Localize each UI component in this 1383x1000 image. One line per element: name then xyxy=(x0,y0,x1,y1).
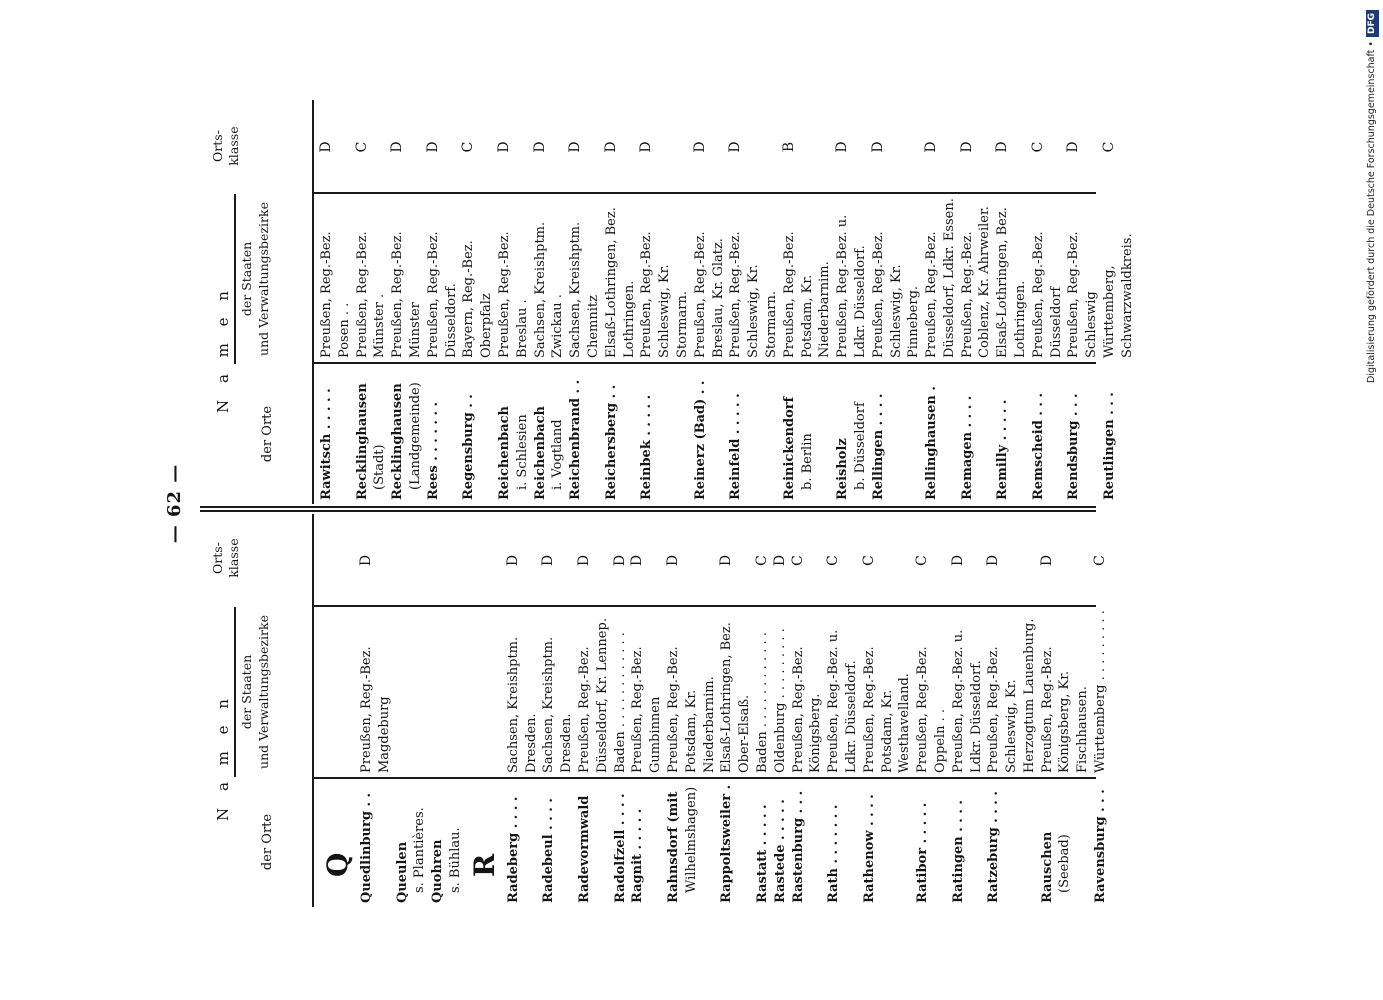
table-row xyxy=(1030,100,1066,504)
ort-name: Regensburg . . xyxy=(461,394,477,500)
ort-cell xyxy=(429,779,465,907)
ort-cell xyxy=(959,364,995,504)
ort-cell xyxy=(1092,779,1110,907)
table-row xyxy=(629,514,665,907)
staat-cell: Baden . . . . . . . . . . . . xyxy=(754,632,770,773)
ortsklasse-cell: C xyxy=(1092,555,1109,566)
ort-cell xyxy=(870,364,923,504)
staat-cell: Preußen, Reg.-Bez. Schleswig, Kr. Stormarn. xyxy=(639,231,690,358)
table-row xyxy=(496,100,532,504)
table-row xyxy=(425,100,461,504)
ortsklasse-cell: D xyxy=(718,554,735,567)
staat-cell: Preußen, Reg.-Bez. Münster . xyxy=(354,231,388,358)
ort-name: Reichenbach xyxy=(496,406,512,500)
ort-name: Quedlinburg . . xyxy=(359,792,374,903)
table-row xyxy=(994,100,1030,504)
ort-name: Recklinghausen xyxy=(390,383,406,500)
header-staaten: der Staaten und Verwaltungsbezirke xyxy=(239,615,271,769)
staat-cell: Sachsen, Kreishptm. Dresden. xyxy=(505,636,539,773)
table-row xyxy=(870,100,923,504)
ort-name: Rellinghausen . xyxy=(924,386,940,500)
table-row xyxy=(460,100,496,504)
ortsklasse-cell: D xyxy=(869,141,886,153)
ortsklasse-cell: C xyxy=(914,555,931,566)
ort-cell xyxy=(540,779,576,907)
ort-cell xyxy=(389,364,425,504)
ort-cell xyxy=(603,364,639,504)
staat-cell: Preußen, Reg.-Bez. Potsdam, Kr. Niederbarnim. xyxy=(781,231,833,358)
header-rule xyxy=(312,514,314,907)
staat-cell: Preußen, Reg.-Bez. Düsseldorf, Ldkr. Essen. xyxy=(924,198,957,358)
ortsklasse-cell: C xyxy=(1101,141,1118,153)
table-row xyxy=(576,514,612,907)
ortsklasse-cell: D xyxy=(1038,554,1055,567)
header-staaten: der Staaten und Verwaltungsbezirke xyxy=(239,202,271,356)
table-row xyxy=(532,100,568,504)
ortsklasse-cell: D xyxy=(994,141,1011,153)
staat-cell: Preußen, Reg.-Bez. Düsseldorf. xyxy=(425,231,459,358)
ort-name: Reinbek . . . . . xyxy=(639,394,655,500)
ort-name: Remagen . . . . xyxy=(959,395,975,500)
header-namen: N a m e n xyxy=(214,285,232,413)
ort-name: Rendsburg . . . xyxy=(1066,393,1082,500)
table-row xyxy=(505,514,541,907)
ort-name: Rastede . . . . . xyxy=(772,799,788,903)
ort-name: Ragnit . . . . . xyxy=(630,808,646,903)
ort-cell xyxy=(505,779,541,907)
double-rule xyxy=(200,506,1096,512)
ort-subtitle: i. Vogtland xyxy=(550,419,566,490)
ortsklasse-cell: D xyxy=(389,141,406,153)
ort-name: Reinerz (Bad) . . xyxy=(692,380,708,500)
ortsklasse-cell: D xyxy=(691,141,708,153)
ort-name: Remilly . . . . . xyxy=(995,399,1011,500)
ort-name: Reutlingen . . . xyxy=(1102,392,1118,500)
table-row xyxy=(1039,514,1092,907)
staat-cell xyxy=(429,607,465,779)
staat-cell: Bayern, Reg.-Bez. Oberpfalz xyxy=(461,240,495,358)
table-row xyxy=(567,100,603,504)
table-row xyxy=(790,514,826,907)
table-row xyxy=(772,514,790,907)
ortsklasse-cell: C xyxy=(1029,141,1046,153)
ort-cell xyxy=(985,779,1038,907)
header-klasse: Orts- klasse xyxy=(210,538,241,578)
table-row xyxy=(825,514,861,907)
ortsklasse-cell: D xyxy=(771,554,788,567)
table-row xyxy=(718,514,754,907)
ort-cell xyxy=(861,779,914,907)
ortsklasse-cell: D xyxy=(923,141,940,153)
ort-name: Rastenburg . . . xyxy=(790,790,806,903)
ort-name: Rappoltsweiler . xyxy=(719,784,735,903)
ort-name: Ravensburg . . . xyxy=(1093,789,1109,903)
staat-cell: Preußen, Reg.-Bez. u. Ldkr. Düsseldorf. xyxy=(826,629,859,773)
ort-cell xyxy=(460,364,496,504)
staat-cell: Preußen, Reg.-Bez. Coblenz, Kr. Ahrweiler. xyxy=(959,206,993,358)
ort-cell xyxy=(532,364,568,504)
ort-cell xyxy=(358,779,394,907)
table-row xyxy=(665,514,718,907)
ort-cell xyxy=(425,364,461,504)
ort-cell xyxy=(629,779,665,907)
ort-cell xyxy=(354,364,390,504)
ort-subtitle: (Stadt) xyxy=(372,444,388,490)
ort-cell xyxy=(718,779,754,907)
ort-name: Recklinghausen xyxy=(354,383,370,500)
ortsklasse-cell: D xyxy=(567,141,584,153)
dfg-logo: DFG xyxy=(1366,10,1379,37)
left-table xyxy=(200,514,1109,907)
ortsklasse-cell: D xyxy=(834,141,851,153)
ort-cell xyxy=(914,779,950,907)
rotated-page xyxy=(164,100,1135,907)
right-table-header xyxy=(204,100,312,504)
table-row xyxy=(429,514,465,907)
staat-cell: Sachsen, Kreishptm. Dresden. xyxy=(541,636,575,773)
table-row xyxy=(1101,100,1137,504)
ort-name: Rastatt . . . . . xyxy=(754,804,770,903)
ort-name: Reichersberg . . xyxy=(603,384,619,500)
ortsklasse-cell: D xyxy=(318,141,334,153)
staat-cell: Württemberg, Schwarzwaldkreis. xyxy=(1102,233,1135,358)
ortsklasse-cell: D xyxy=(504,554,521,567)
ort-cell xyxy=(994,364,1030,504)
staat-cell: Baden . . . . . . . . . . . . xyxy=(612,632,628,773)
ort-subtitle: s. Plantières. xyxy=(412,807,428,893)
ort-subtitle: s. Bühlau. xyxy=(447,827,463,893)
table-row xyxy=(692,100,728,504)
ort-subtitle: i. Schlesien xyxy=(514,414,530,490)
ort-subtitle: b. Düsseldorf xyxy=(852,402,868,490)
table-row xyxy=(1065,100,1101,504)
staat-cell: Preußen, Reg.-Bez. Oppeln . . xyxy=(915,646,948,773)
ortsklasse-cell: D xyxy=(985,554,1002,567)
staat-cell: Württemberg . . . . . . . . . xyxy=(1093,610,1109,773)
staat-cell: Preußen, Reg.-Bez. Schleswig, Kr. Stormarn. xyxy=(728,231,779,358)
ort-cell xyxy=(950,779,986,907)
header-underline xyxy=(234,194,236,364)
page-number: — 62 — xyxy=(164,463,185,544)
ortsklasse-cell: C xyxy=(789,555,806,566)
ort-cell xyxy=(318,364,354,504)
ort-cell xyxy=(834,364,870,504)
ort-name: Rahnsdorf (mit xyxy=(665,791,681,903)
section-letter: R xyxy=(467,853,501,877)
ort-cell xyxy=(1101,364,1137,504)
ort-name: Reisholz xyxy=(835,438,851,500)
right-table xyxy=(200,100,1135,504)
staat-cell: Oldenburg . . . . . . . . . xyxy=(772,628,788,773)
staat-cell: Preußen, Reg.-Bez. Schleswig xyxy=(1066,231,1100,358)
ort-cell xyxy=(825,779,861,907)
ort-name: Ratibor . . . . . xyxy=(915,802,931,903)
ortsklasse-cell: D xyxy=(575,554,592,567)
ort-cell xyxy=(781,364,834,504)
ort-cell xyxy=(1039,779,1092,907)
ort-name: Rellingen . . . . xyxy=(870,393,886,500)
table-row xyxy=(394,514,430,907)
table-row xyxy=(861,514,914,907)
ort-subtitle: (Seebad) xyxy=(1057,834,1073,893)
ort-subtitle: b. Berlin xyxy=(799,433,815,490)
ort-name: Rees . . . . . . . xyxy=(425,401,441,500)
header-klasse: Orts- klasse xyxy=(210,126,241,166)
ortsklasse-cell: D xyxy=(664,554,681,567)
ortsklasse-cell: D xyxy=(358,554,374,567)
staat-cell: Preußen, Reg.-Bez. Potsdam, Kr. Westhavelland. xyxy=(861,646,913,773)
ortsklasse-cell: C xyxy=(753,555,770,566)
table-row xyxy=(540,514,576,907)
funding-note: Digitalisierung gefördert durch die Deutsche Forschungsgemeinschaft • xyxy=(1366,41,1377,383)
table-row xyxy=(638,100,691,504)
staat-cell: Elsaß-Lothringen, Bez. Lothringen. xyxy=(603,207,637,358)
ort-name: Ratzeburg . . . . xyxy=(986,791,1002,903)
staat-cell: Preußen, Reg.-Bez. u. Ldkr. Düsseldorf. xyxy=(835,214,868,358)
ort-cell xyxy=(612,779,630,907)
staat-cell: Preußen, Reg.-Bez. Breslau, Kr. Glatz. xyxy=(692,231,726,358)
ortsklasse-cell: B xyxy=(780,141,797,153)
ort-name: Ratingen . . . . xyxy=(950,800,966,903)
ort-cell xyxy=(1065,364,1101,504)
ortsklasse-cell: D xyxy=(629,554,646,567)
ortsklasse-cell: D xyxy=(424,141,441,153)
ort-name: Reichenbach xyxy=(532,406,548,500)
ortsklasse-cell: C xyxy=(353,141,370,153)
ort-name: Radolfzell . . . . xyxy=(612,793,628,903)
header-rule xyxy=(312,100,314,504)
ort-name: Reichenbrand . . xyxy=(568,379,584,500)
table-row xyxy=(358,514,394,907)
staat-cell: Preußen, Reg.-Bez. Magdeburg xyxy=(359,646,392,773)
ort-name: Rathenow . . . . xyxy=(861,794,877,903)
ortsklasse-cell: D xyxy=(540,554,557,567)
staat-cell: Preußen, Reg.-Bez. Posen . . xyxy=(319,231,352,358)
staat-cell: Elsaß-Lothringen, Bez. Ober-Elsaß. xyxy=(719,622,753,773)
staat-cell: Preußen, Reg.-Bez. u. Ldkr. Düsseldorf. xyxy=(950,629,984,773)
left-rows xyxy=(318,514,1110,907)
staat-cell xyxy=(394,607,430,779)
staat-cell: Preußen, Reg.-Bez. Münster xyxy=(390,231,423,358)
table-row xyxy=(354,100,390,504)
left-table-header xyxy=(204,514,312,907)
ort-cell xyxy=(576,779,612,907)
table-row xyxy=(318,100,354,504)
ort-cell xyxy=(772,779,790,907)
ort-cell xyxy=(496,364,532,504)
ortsklasse-cell: C xyxy=(825,555,842,566)
table-row xyxy=(914,514,950,907)
staat-cell: Preußen, Reg.-Bez. Potsdam, Kr. Niederbarnim. xyxy=(665,646,717,773)
ortsklasse-cell: C xyxy=(460,141,477,153)
header-underline xyxy=(234,607,236,777)
header-orte: der Orte xyxy=(260,813,275,871)
ort-cell xyxy=(665,779,718,907)
table-row xyxy=(389,100,425,504)
ort-subtitle: (Landgemeinde) xyxy=(407,382,423,490)
staat-cell: Preußen, Reg.-Bez. Schleswig, Kr. Pinneberg. xyxy=(870,231,922,358)
ort-name: Radevormwald xyxy=(576,795,592,903)
table-row xyxy=(985,514,1038,907)
ortsklasse-cell: D xyxy=(958,141,975,153)
staat-cell: Preußen, Reg.-Bez. Königsberg. xyxy=(790,646,824,773)
staat-cell: Elsaß-Lothringen, Bez. Lothringen. xyxy=(995,207,1029,358)
ortsklasse-cell: D xyxy=(602,141,619,153)
table-row xyxy=(950,514,986,907)
staat-cell: Preußen, Reg.-Bez. Düsseldorf xyxy=(1030,231,1064,358)
ortsklasse-cell: D xyxy=(611,554,628,567)
ort-cell xyxy=(727,364,780,504)
staat-cell: Sachsen, Kreishptm. Chemnitz xyxy=(568,221,601,358)
ort-cell xyxy=(394,779,430,907)
table-row xyxy=(612,514,630,907)
table-row xyxy=(959,100,995,504)
ort-name: Reinickendorf xyxy=(781,396,797,500)
ortsklasse-cell: D xyxy=(949,554,966,567)
table-row xyxy=(727,100,780,504)
staat-cell: Preußen, Reg.-Bez. Breslau . xyxy=(496,231,530,358)
table-row xyxy=(781,100,834,504)
ort-name: Radeberg . . . . xyxy=(505,796,521,903)
table-row xyxy=(1092,514,1110,907)
ortsklasse-cell xyxy=(429,514,465,607)
ortsklasse-cell: D xyxy=(495,141,512,153)
ortsklasse-cell: C xyxy=(860,555,877,566)
ort-name: Radebeul . . . . xyxy=(541,798,557,903)
ort-cell xyxy=(754,779,772,907)
ort-name: Quohren xyxy=(430,839,446,903)
ort-cell xyxy=(638,364,691,504)
ortsklasse-cell: D xyxy=(531,141,548,153)
ortsklasse-cell: D xyxy=(1065,141,1082,153)
ort-cell xyxy=(923,364,959,504)
ort-cell xyxy=(790,779,826,907)
table-row xyxy=(603,100,639,504)
staat-cell: Preußen, Reg.-Bez. Gumbinnen xyxy=(630,646,664,773)
table-row xyxy=(754,514,772,907)
header-orte: der Orte xyxy=(260,405,275,463)
ortsklasse-cell xyxy=(394,514,430,607)
right-rows xyxy=(318,100,1137,504)
ort-name: Remscheid . . . xyxy=(1030,393,1046,500)
ort-cell xyxy=(692,364,728,504)
staat-cell: Preußen, Reg.-Bez. Düsseldorf, Kr. Lennep. xyxy=(576,618,610,773)
section-letter: Q xyxy=(321,852,354,877)
margin-note xyxy=(1364,10,1380,990)
ort-name: Rawitsch . . . . . xyxy=(319,388,334,500)
ort-cell xyxy=(567,364,603,504)
header-namen: N a m e n xyxy=(214,693,232,821)
staat-cell: Preußen, Reg.-Bez. Schleswig, Kr. Herzogtum Lauenburg. xyxy=(986,618,1037,773)
table-row xyxy=(923,100,959,504)
ort-name: Queulen xyxy=(394,841,410,903)
table-row xyxy=(834,100,870,504)
ortsklasse-cell: D xyxy=(638,141,655,153)
ort-cell xyxy=(1030,364,1066,504)
ort-name: Reinfeld . . . . . xyxy=(728,393,744,500)
staat-cell: Sachsen, Kreishptm. Zwickau . xyxy=(532,221,566,358)
ort-name: Rath . . . . . . . xyxy=(826,804,842,903)
staat-cell: Preußen, Reg.-Bez. Königsberg, Kr. Fischhausen. xyxy=(1039,646,1091,773)
ortsklasse-cell: D xyxy=(727,141,744,153)
ort-subtitle: Wilhelmshagen) xyxy=(683,786,699,893)
ort-name: Rauschen xyxy=(1039,831,1055,903)
